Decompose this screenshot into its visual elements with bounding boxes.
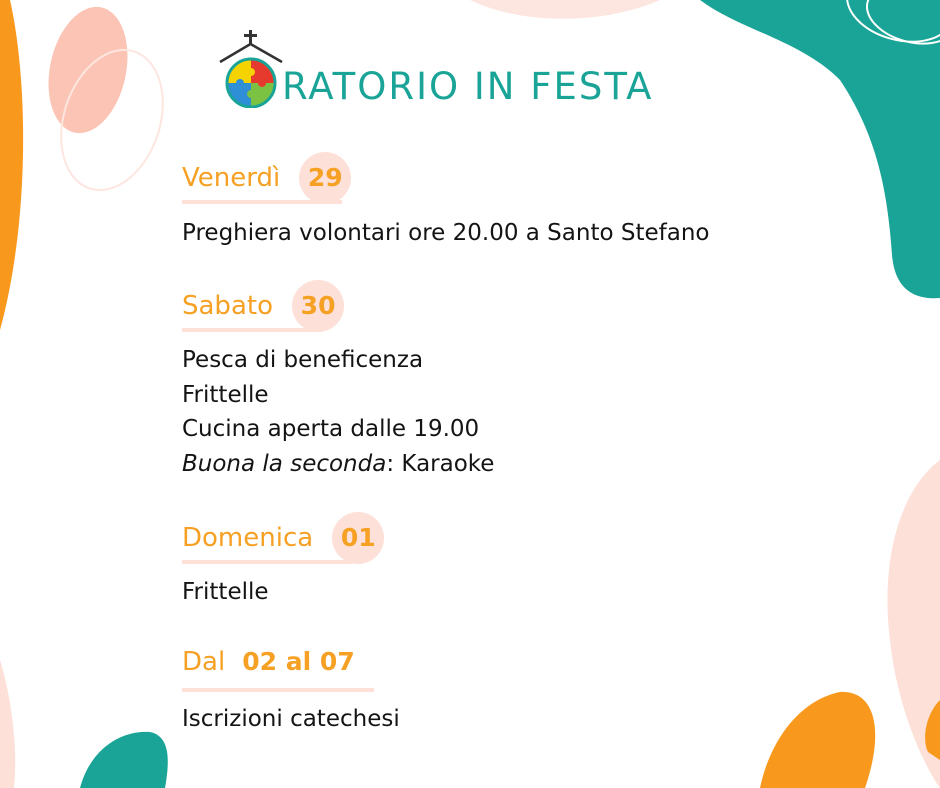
event-item: Pesca di beneficenza xyxy=(182,347,424,373)
church-puzzle-logo-icon xyxy=(218,30,284,108)
pink-arc-top xyxy=(470,0,660,19)
events-domenica xyxy=(182,575,269,610)
event-item-karaoke xyxy=(182,447,494,482)
day-number: 30 xyxy=(300,291,336,320)
day-number-badge xyxy=(332,512,384,564)
event-item: Frittelle xyxy=(182,579,269,605)
date-range: 02 al 07 xyxy=(242,647,355,676)
page-title: RATORIO IN FESTA xyxy=(282,65,654,108)
day-underline xyxy=(182,688,374,692)
title-block xyxy=(218,30,718,110)
event-italic-part: Buona la seconda xyxy=(182,450,387,477)
event-item: Iscrizioni catechesi xyxy=(182,706,400,732)
orange-blob-bottom-right xyxy=(760,692,875,788)
event-item: Preghiera volontari ore 20.00 a Santo Stefano xyxy=(182,220,710,246)
peach-egg-shape xyxy=(38,0,139,141)
orange-blob-left xyxy=(0,0,23,330)
day-number: 29 xyxy=(307,163,343,192)
events-range xyxy=(182,702,400,737)
day-name: Domenica xyxy=(182,523,314,553)
day-number-badge xyxy=(292,280,344,332)
day-header-range xyxy=(182,640,355,684)
day-name: Venerdì xyxy=(182,163,281,193)
day-number: 01 xyxy=(340,523,376,552)
day-name: Sabato xyxy=(182,291,273,321)
day-name: Dal xyxy=(182,647,226,677)
pink-blob-bottom-left xyxy=(0,660,15,788)
day-header-sabato xyxy=(182,280,344,324)
events-venerdi xyxy=(182,216,709,251)
day-header-domenica xyxy=(182,512,384,556)
teal-blob-bottom-left xyxy=(80,732,168,788)
events-sabato xyxy=(182,343,494,481)
day-number-badge xyxy=(299,152,351,204)
teal-blob-top-right xyxy=(700,0,940,298)
event-item: Cucina aperta dalle 19.00 xyxy=(182,416,480,442)
event-item: Frittelle xyxy=(182,381,269,408)
event-rest-part: : Karaoke xyxy=(386,450,495,477)
day-underline xyxy=(182,560,352,564)
day-header-venerdi xyxy=(182,152,351,196)
